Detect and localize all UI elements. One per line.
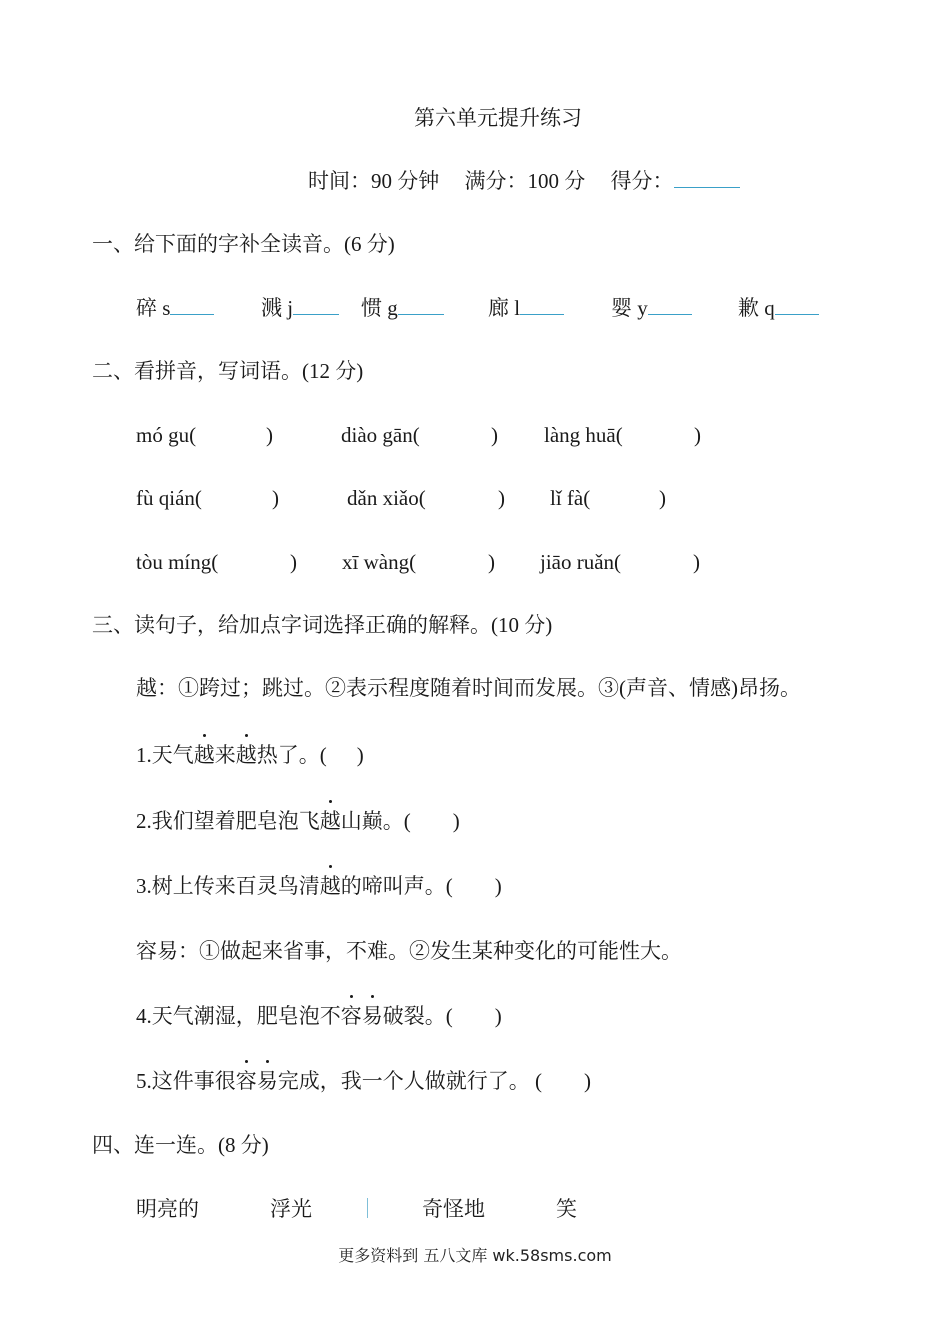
pinyin-word: diào gān(: [341, 423, 420, 447]
pinyin-words-row: [0, 421, 950, 451]
dotted-char: 容: [340, 1004, 362, 1028]
pinyin-word: mó gu(: [136, 423, 197, 447]
pinyin-item: 廊 l: [488, 296, 521, 320]
question-text: 1.天气: [136, 743, 194, 767]
question-2: [136, 807, 460, 835]
close-paren: ): [693, 550, 700, 574]
pinyin-blank[interactable]: [775, 294, 819, 315]
footer-source: 更多资料到 五八文库 wk.58sms.com: [338, 1246, 612, 1265]
close-paren: ): [272, 486, 279, 510]
question-text: 热了。(: [256, 743, 327, 767]
time-info: 时间：90 分钟: [308, 169, 440, 193]
pinyin-item: 碎 s: [136, 296, 171, 320]
close-paren: ): [452, 809, 460, 833]
match-word[interactable]: 奇怪地: [422, 1197, 485, 1221]
match-row: [0, 1195, 950, 1225]
close-paren: ): [659, 486, 666, 510]
pinyin-word: làng huā(: [544, 423, 623, 447]
section3-heading: 三、读句子，给加点字词选择正确的解释。(10 分): [92, 613, 553, 637]
close-paren: ): [488, 550, 495, 574]
pinyin-blank[interactable]: [648, 294, 692, 315]
definition-rongyi: 容易：①做起来省事，不难。②发生某种变化的可能性大。: [136, 939, 682, 963]
question-text: 2.我们望着肥皂泡飞: [136, 809, 320, 833]
close-paren: ): [290, 550, 297, 574]
pinyin-words-row: [0, 484, 950, 514]
question-text: 破裂。(: [382, 1004, 453, 1028]
question-1: [136, 741, 364, 769]
pinyin-item: 溅 j: [261, 296, 294, 320]
question-text: 的啼叫声。(: [340, 874, 453, 898]
pinyin-word: jiāo ruǎn(: [540, 550, 622, 574]
definition-yue: 越：①跨过；跳过。②表示程度随着时间而发展。③(声音、情感)昂扬。: [136, 676, 801, 700]
dotted-char: 越: [319, 809, 341, 833]
pinyin-item: 婴 y: [611, 296, 648, 320]
close-paren: ): [494, 1004, 502, 1028]
match-word[interactable]: 浮光: [270, 1197, 312, 1221]
section4-heading: 四、连一连。(8 分): [92, 1133, 269, 1157]
dotted-char: 越: [319, 874, 341, 898]
pinyin-blank[interactable]: [520, 294, 564, 315]
dotted-char: 越: [193, 743, 215, 767]
question-text: 4.天气潮湿，肥皂泡不: [136, 1004, 341, 1028]
dotted-char: 易: [256, 1069, 278, 1093]
close-paren: ): [266, 423, 273, 447]
close-paren: ): [584, 1069, 591, 1093]
question-text: 来: [214, 743, 236, 767]
close-paren: ): [498, 486, 505, 510]
pinyin-item: 歉 q: [738, 296, 775, 320]
pinyin-fill-row: [0, 294, 950, 324]
dotted-char: 易: [361, 1004, 383, 1028]
divider-mark: [367, 1198, 368, 1218]
section1-heading: 一、给下面的字补全读音。(6 分): [92, 232, 395, 256]
dotted-char: 容: [235, 1069, 257, 1093]
pinyin-blank[interactable]: [398, 294, 444, 315]
match-word[interactable]: 明亮的: [136, 1197, 199, 1221]
section2-heading: 二、看拼音，写词语。(12 分): [92, 359, 364, 383]
question-4: [136, 1002, 502, 1030]
pinyin-blank[interactable]: [170, 294, 214, 315]
question-3: [136, 872, 502, 900]
close-paren: ): [356, 743, 364, 767]
pinyin-word: xī wàng(: [342, 550, 417, 574]
score-blank[interactable]: [674, 167, 740, 188]
question-text: 3.树上传来百灵鸟清: [136, 874, 320, 898]
match-word[interactable]: 笑: [556, 1197, 577, 1221]
dotted-char: 越: [235, 743, 257, 767]
question-text: 5.这件事很: [136, 1069, 236, 1093]
pinyin-item: 惯 g: [361, 296, 398, 320]
question-text: 完成，我一个人做就行了。 (: [277, 1069, 542, 1093]
close-paren: ): [491, 423, 498, 447]
pinyin-blank[interactable]: [293, 294, 339, 315]
pinyin-words-row: [0, 548, 950, 578]
full-score-info: 满分：100 分: [464, 169, 586, 193]
score-label: 得分：: [610, 169, 674, 193]
pinyin-word: tòu míng(: [136, 550, 219, 574]
pinyin-word: lǐ fà(: [550, 486, 591, 510]
page-title: 第六单元提升练习: [414, 106, 582, 130]
pinyin-word: dǎn xiǎo(: [347, 486, 426, 510]
close-paren: ): [694, 423, 701, 447]
close-paren: ): [494, 874, 502, 898]
question-5: [136, 1067, 591, 1095]
exam-meta: [308, 167, 740, 195]
pinyin-word: fù qián(: [136, 486, 202, 510]
question-text: 山巅。(: [340, 809, 411, 833]
